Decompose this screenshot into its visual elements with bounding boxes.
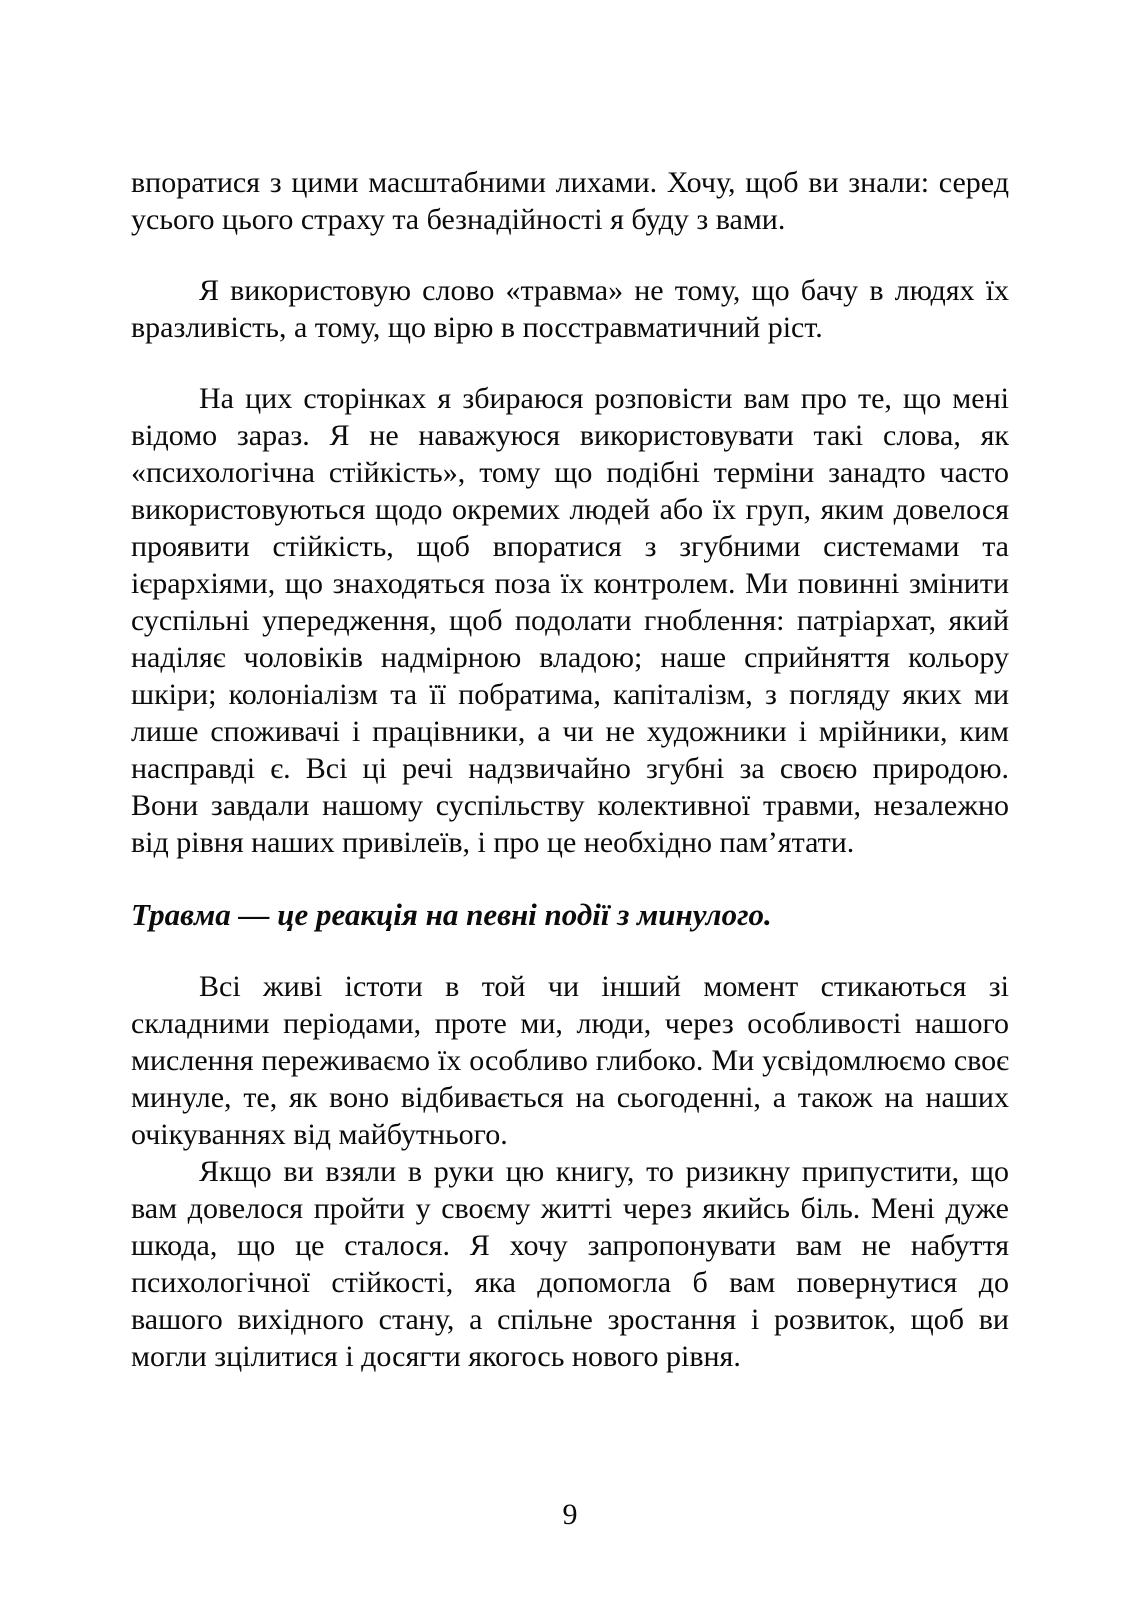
page-footer xyxy=(131,1496,1009,1533)
page-body xyxy=(131,164,1009,1409)
paragraph: Якщо ви взяли в руки цю книгу, то ризикну припустити, що вам довелося пройти у своєму житті через якийсь біль. Мені дуже шкода, що це сталося. Я хочу запропонувати вам не набуття психологічної стійкості, яка допомогла б вам повернутися до вашого вихідного стану, а спільне зростання і розвиток, щоб ви могли зцілитися і досягти якогось нового рівня. xyxy=(131,1155,1009,1373)
section-heading: Травма — це реакція на певні події з минулого. xyxy=(131,897,772,932)
page-number: 9 xyxy=(562,1498,578,1531)
paragraph-continued: впоратися з цими масштабними лихами. Хочу, щоб ви знали: серед усього цього страху та безнадійності я буду з вами. xyxy=(131,166,1009,236)
paragraph: На цих сторінках я збираюся розповісти вам про те, що мені відомо зараз. Я не наважуюся використовувати такі слова, як «психологічна стійкість», тому що подібні терміни занадто часто використовуються щодо окремих людей або їх груп, яким довелося проявити стійкість, щоб впоратися з згубними системами та ієрархіями, що знаходяться поза їх контролем. Ми повинні змінити суспільні упередження, щоб подолати гноблення: патріархат, який наділяє чоловіків надмірною владою; наше сприйняття кольору шкіри; колоніалізм та її побратима, капіталізм, з погляду яких ми лише споживачі і працівники, а чи не художники і мрійники, ким насправді є. Всі ці речі надзвичайно згубні за своєю природою. Вони завдали нашому суспільству колективної травми, незалежно від рівня наших привілеїв, і про це необхідно пам’ятати. xyxy=(131,382,1009,859)
paragraph: Всі живі істоти в той чи інший момент стикаються зі складними періодами, проте ми, люди, через особливості нашого мислення переживаємо їх особливо глибоко. Ми усвідомлюємо своє минуле, те, як воно відбивається на сьогоденні, а також на наших очікуваннях від майбутнього. xyxy=(131,970,1009,1151)
paragraph: Я використовую слово «травма» не тому, що бачу в людях їх вразливість, а тому, що вірю в посстравматичний ріст. xyxy=(131,274,1009,344)
